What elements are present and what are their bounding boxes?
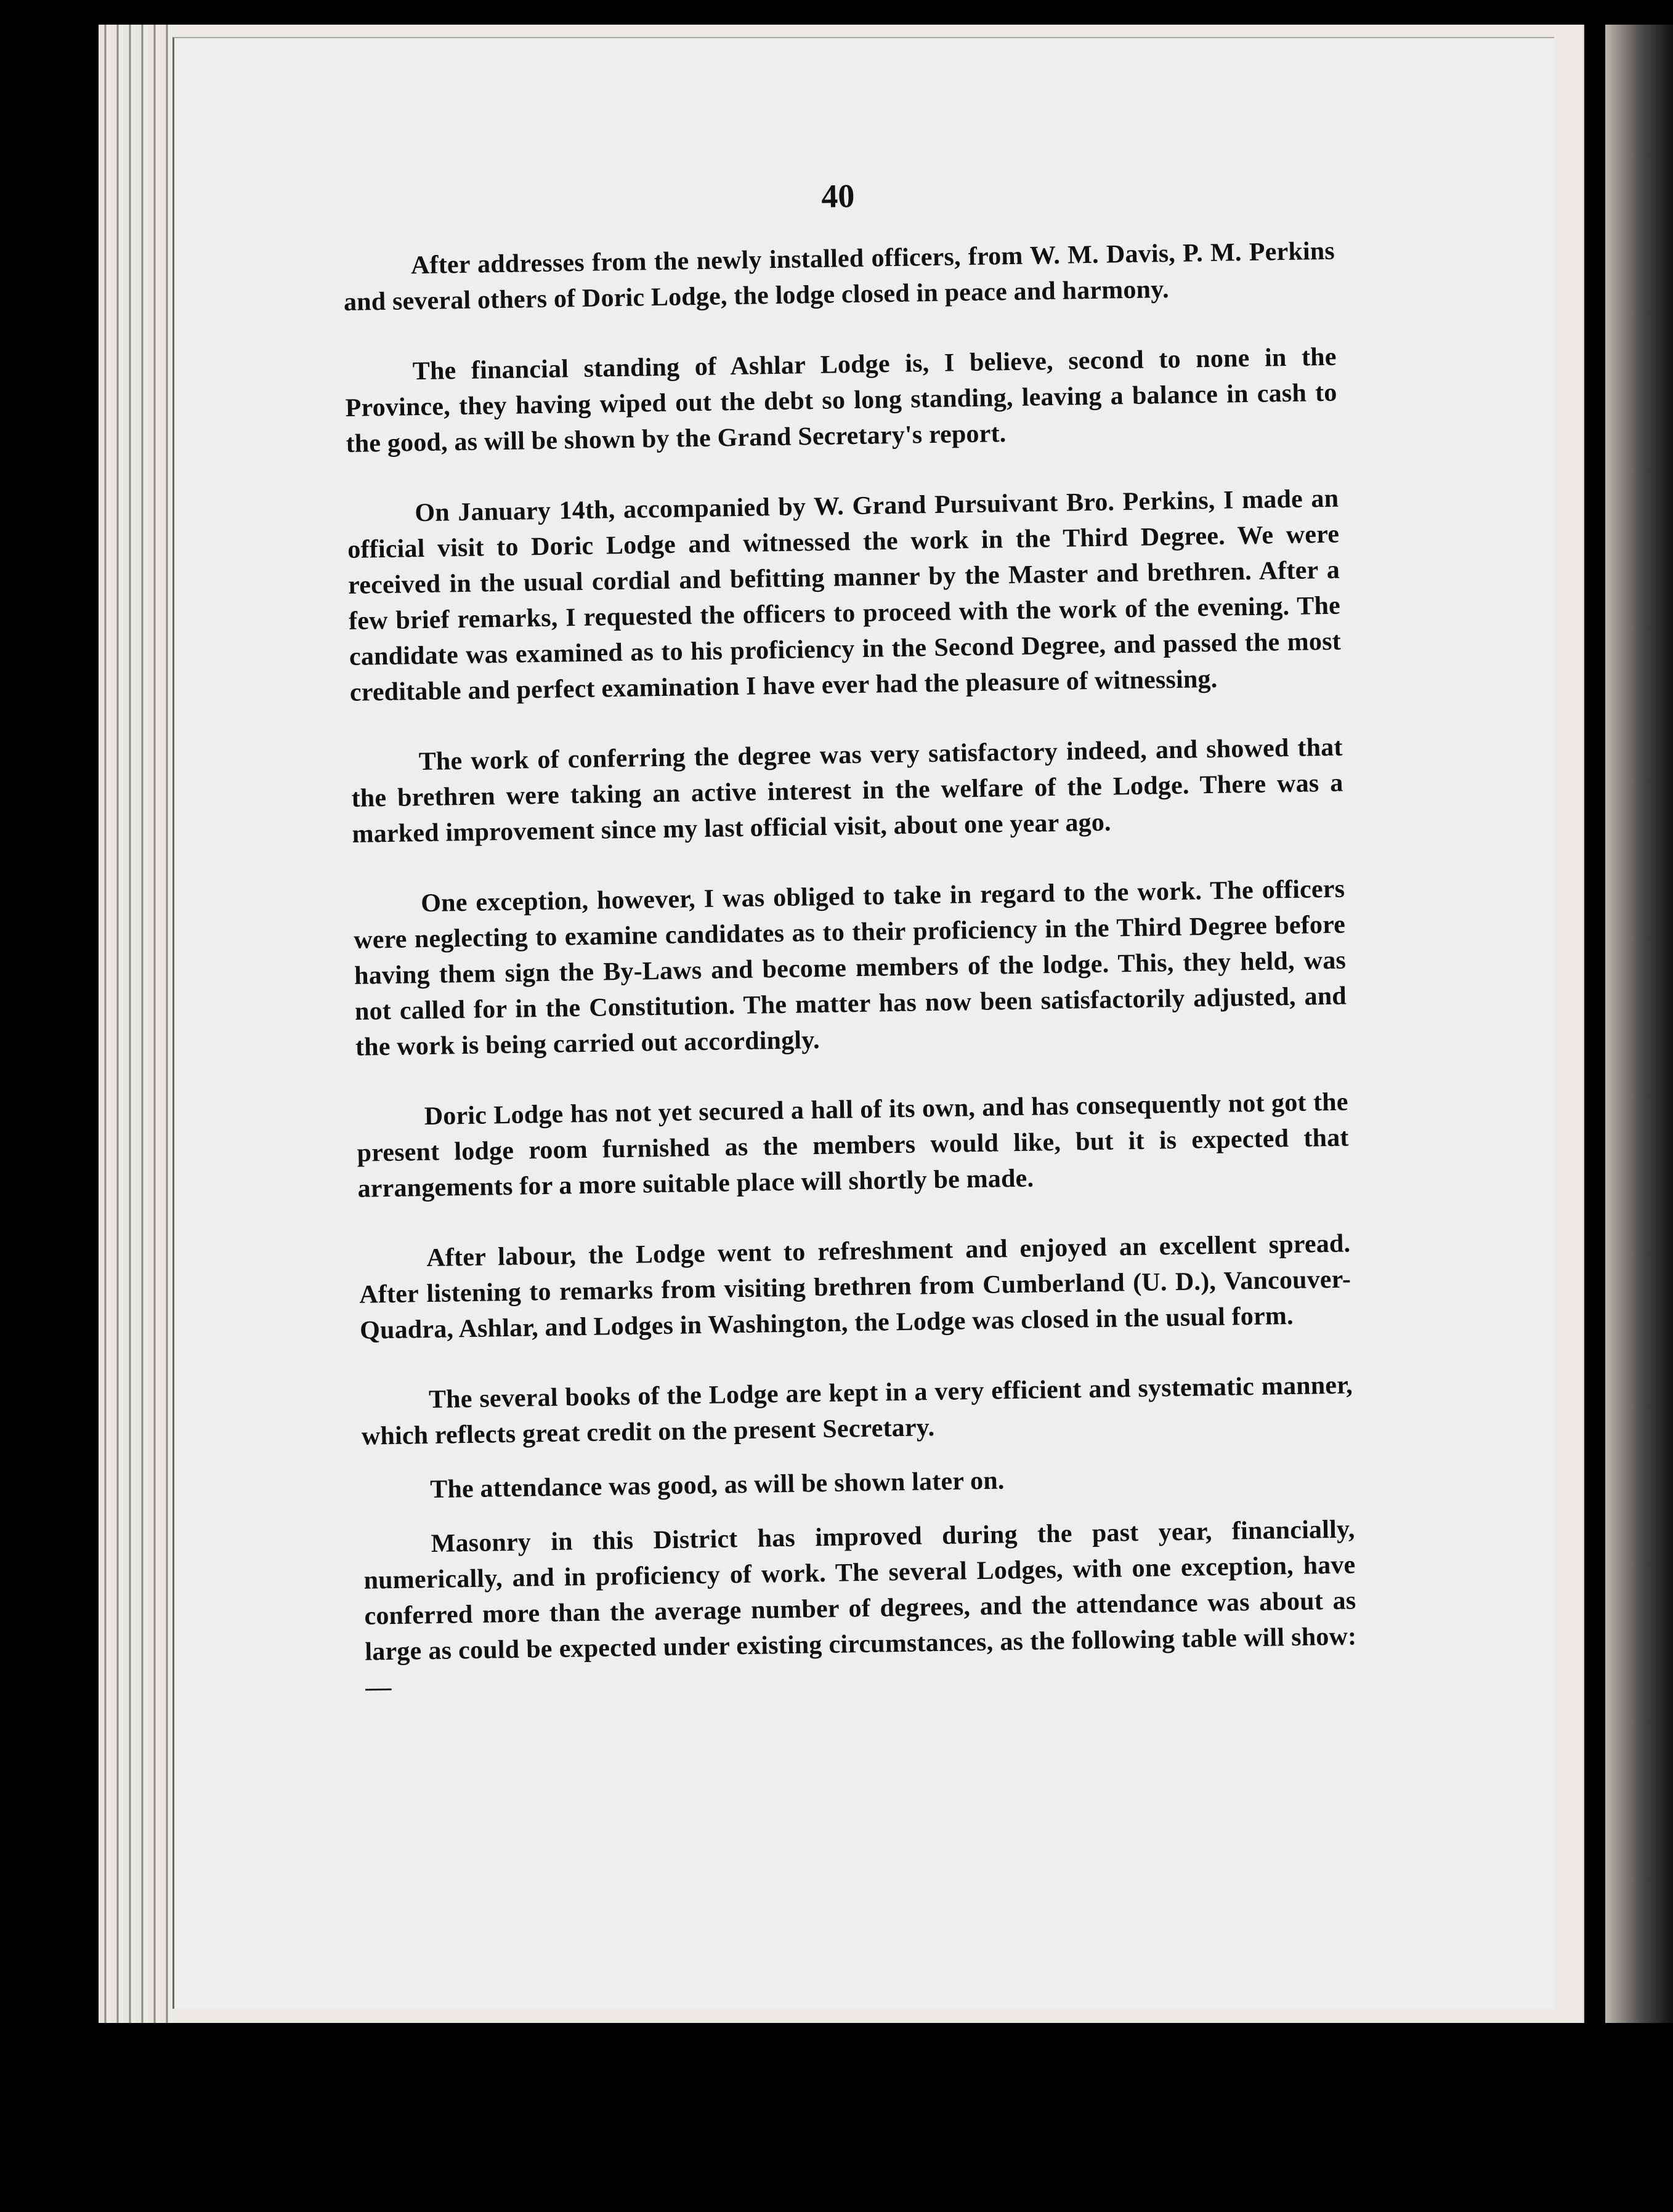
paragraph-1: After addresses from the newly installed officers, from W. M. Davis, P. M. Perkins and several others of Doric Lodge, the lodge closed in peace and harmony. — [343, 236, 1335, 317]
paragraph-5: One exception, however, I was obliged to take in regard to the work. The officers were neglecting to examine candidates as to their proficiency in the Third Degree before having them sign the By-Laws and become members of the lodge. This, they held, was not called for in the Constitution. The matter has now been satisfactorily adjusted, and the work is being carried out accordingly. — [353, 874, 1347, 1062]
paragraph-9: The attendance was good, as will be shown later on. — [429, 1466, 1005, 1504]
binding-shadow — [1605, 25, 1673, 2023]
stacked-page-edges — [99, 25, 172, 2023]
paragraph-4: The work of conferring the degree was very satisfactory indeed, and showed that the brethren were taking an active interest in the welfare of the Lodge. There was a marked improvement since my last official visit, about one year ago. — [351, 733, 1343, 849]
paragraph-7: After labour, the Lodge went to refreshment and enjoyed an excellent spread. After listening to remarks from visiting brethren from Cumberland (U. D.), Vancouver-Quadra, Ashlar, and Lodges in Washington, the Lodge was closed in the usual form. — [358, 1229, 1351, 1345]
page-text-block — [342, 169, 1358, 1740]
paragraph-6: Doric Lodge has not yet secured a hall of its own, and has consequently not got the present lodge room furnished as the members would like, but it is expected that arrangements for a more suitable place will shortly be made. — [357, 1088, 1349, 1203]
paragraph-2: The financial standing of Ashlar Lodge is, I believe, second to none in the Province, they having wiped out the debt so long standing, leaving a balance in cash to the good, as will be shown by the Grand Secretary's report. — [345, 342, 1337, 458]
paragraph-10: Masonry in this District has improved during the past year, financially, numerically, and in proficiency of work. The several Lodges, with one exception, have conferred more than the average number of degrees, and the attendance was about as large as could be expected under existing circumstances, as the following table will show:— — [363, 1515, 1357, 1702]
paragraph-8: The several books of the Lodge are kept in a very efficient and systematic manner, which reflects great credit on the present Secretary. — [361, 1371, 1353, 1451]
page-number: 40 — [820, 177, 855, 215]
paragraph-3: On January 14th, accompanied by W. Grand Pursuivant Bro. Perkins, I made an official visit to Doric Lodge and witnessed the work in the Third Degree. We were received in the usual cordial and befitting manner by the Master and brethren. After a few brief remarks, I requested the officers to proceed with the work of the evening. The candidate was examined as to his proficiency in the Second Degree, and passed the most creditable and perfect examination I have ever had the pleasure of witnessing. — [347, 484, 1342, 707]
